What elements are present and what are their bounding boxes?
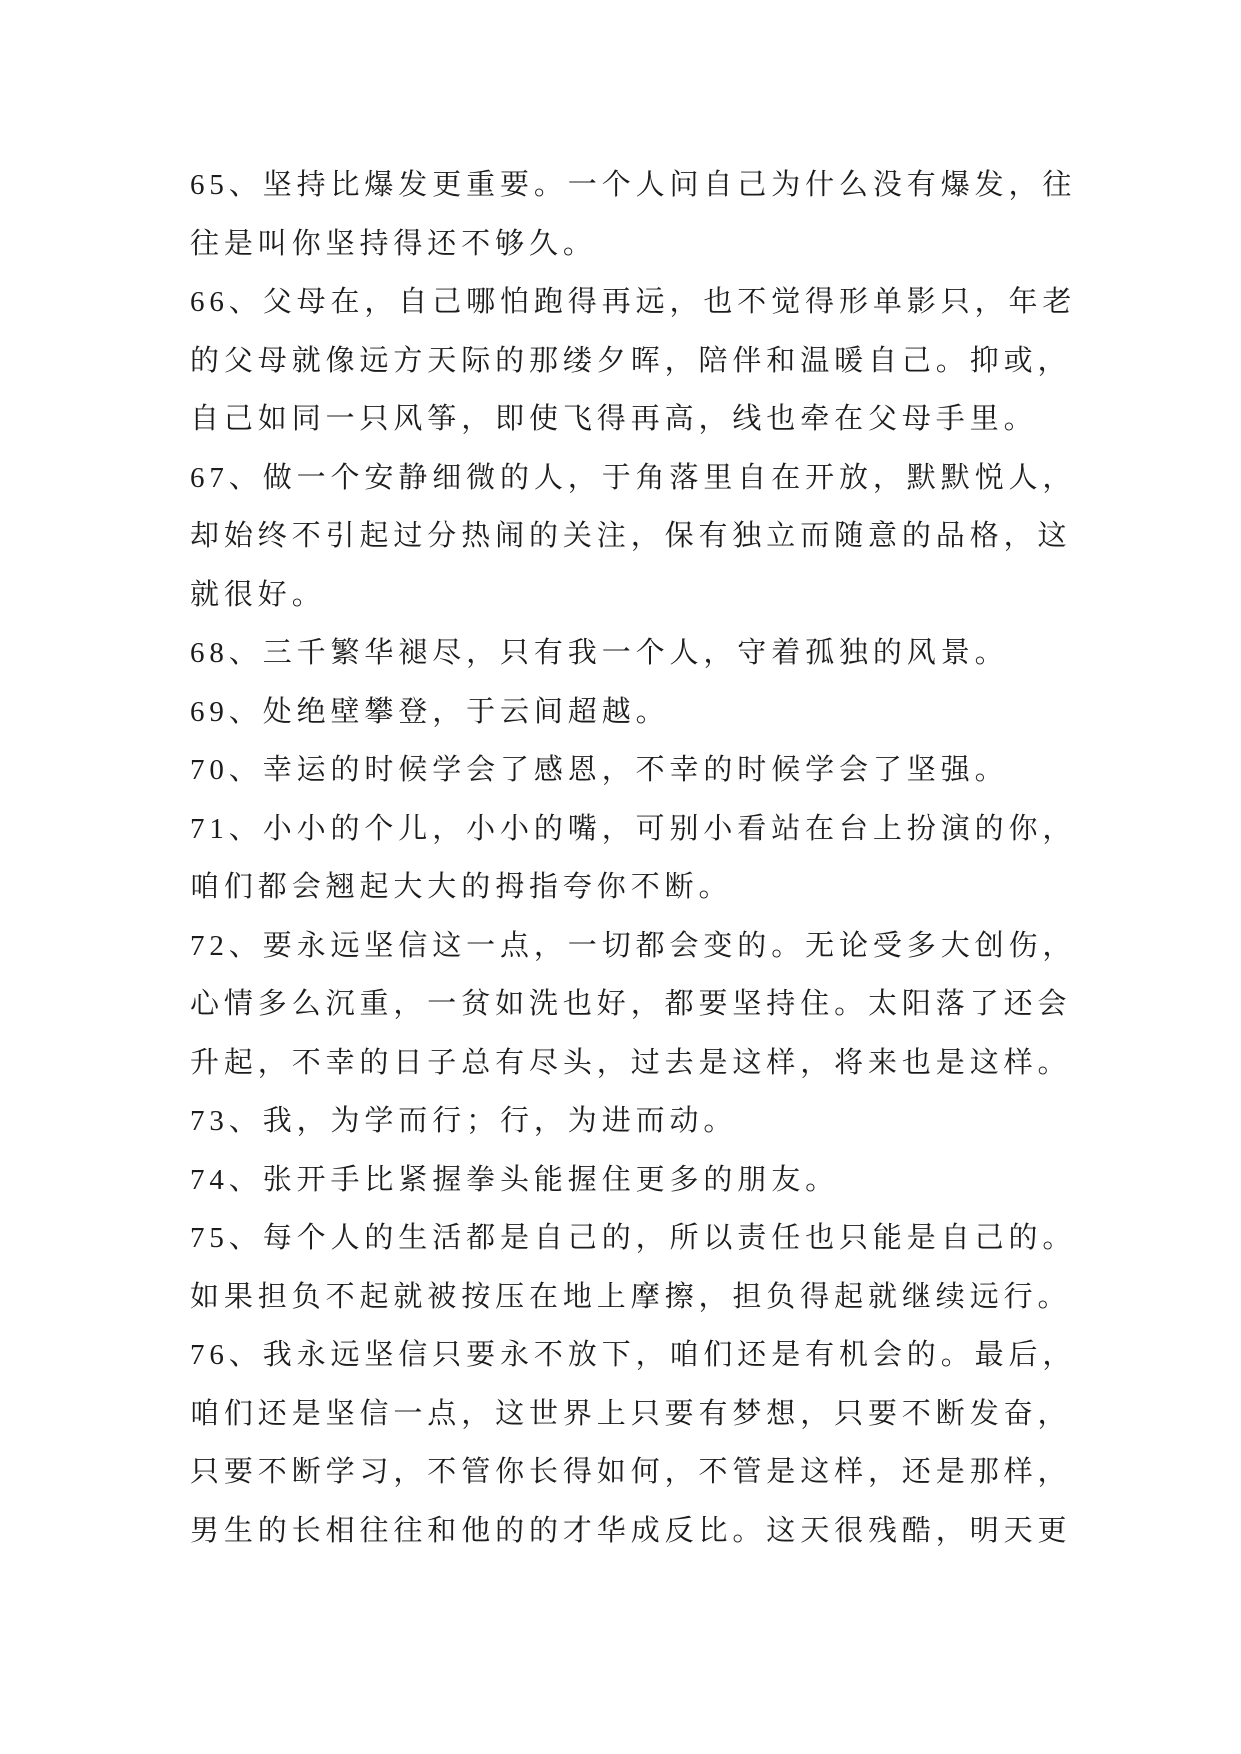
text-line: 76、我永远坚信只要永不放下，咱们还是有机会的。最后， [190, 1339, 1077, 1371]
paragraph-75 [190, 1209, 1110, 1326]
text-line: 往是叫你坚持得还不够久。 [190, 227, 597, 260]
text-line: 自己如同一只风筝，即使飞得再高，线也牵在父母手里。 [190, 403, 1038, 435]
paragraph-72 [190, 917, 1110, 1093]
text-line: 男生的长相往往和他的的才华成反比。这天很残酷，明天更 [190, 1514, 1072, 1547]
text-line: 67、做一个安静细微的人，于角落里自在开放，默默悦人， [190, 461, 1077, 494]
text-line: 就很好。 [190, 578, 326, 611]
text-line: 却始终不引起过分热闹的关注，保有独立而随意的品格，这 [190, 520, 1072, 552]
body-text [190, 156, 1110, 1560]
paragraph-68 [190, 624, 1110, 683]
text-line: 71、小小的个儿，小小的嘴，可别小看站在台上扮演的你， [190, 812, 1077, 845]
text-line: 70、幸运的时候学会了感恩，不幸的时候学会了坚强。 [190, 754, 1009, 786]
text-line: 68、三千繁华褪尽，只有我一个人，守着孤独的风景。 [190, 637, 1009, 669]
text-line: 69、处绝壁攀登，于云间超越。 [190, 695, 670, 728]
paragraph-67 [190, 449, 1110, 625]
text-line: 73、我，为学而行；行，为进而动。 [190, 1105, 738, 1137]
text-line: 咱们还是坚信一点，这世界上只要有梦想，只要不断发奋， [190, 1397, 1072, 1430]
paragraph-71 [190, 800, 1110, 917]
paragraph-76 [190, 1326, 1110, 1560]
text-line: 74、张开手比紧握拳头能握住更多的朋友。 [190, 1163, 840, 1196]
paragraph-74 [190, 1151, 1110, 1210]
paragraph-66 [190, 273, 1110, 449]
paragraph-69 [190, 683, 1110, 742]
text-line: 只要不断学习，不管你长得如何，不管是这样，还是那样， [190, 1456, 1072, 1488]
text-line: 65、坚持比爆发更重要。一个人问自己为什么没有爆发，往 [190, 169, 1077, 201]
text-line: 心情多么沉重，一贫如洗也好，都要坚持住。太阳落了还会 [190, 988, 1072, 1020]
paragraph-70 [190, 741, 1110, 800]
text-line: 升起，不幸的日子总有尽头，过去是这样，将来也是这样。 [190, 1046, 1072, 1079]
text-line: 75、每个人的生活都是自己的，所以责任也只能是自己的。 [190, 1222, 1077, 1254]
text-line: 如果担负不起就被按压在地上摩擦，担负得起就继续远行。 [190, 1280, 1072, 1313]
paragraph-65 [190, 156, 1110, 273]
paragraph-73 [190, 1092, 1110, 1151]
text-line: 咱们都会翘起大大的拇指夸你不断。 [190, 871, 733, 903]
text-line: 的父母就像远方天际的那缕夕晖，陪伴和温暖自己。抑或， [190, 344, 1072, 377]
text-line: 66、父母在，自己哪怕跑得再远，也不觉得形单影只，年老 [190, 286, 1077, 318]
text-line: 72、要永远坚信这一点，一切都会变的。无论受多大创伤， [190, 929, 1077, 962]
